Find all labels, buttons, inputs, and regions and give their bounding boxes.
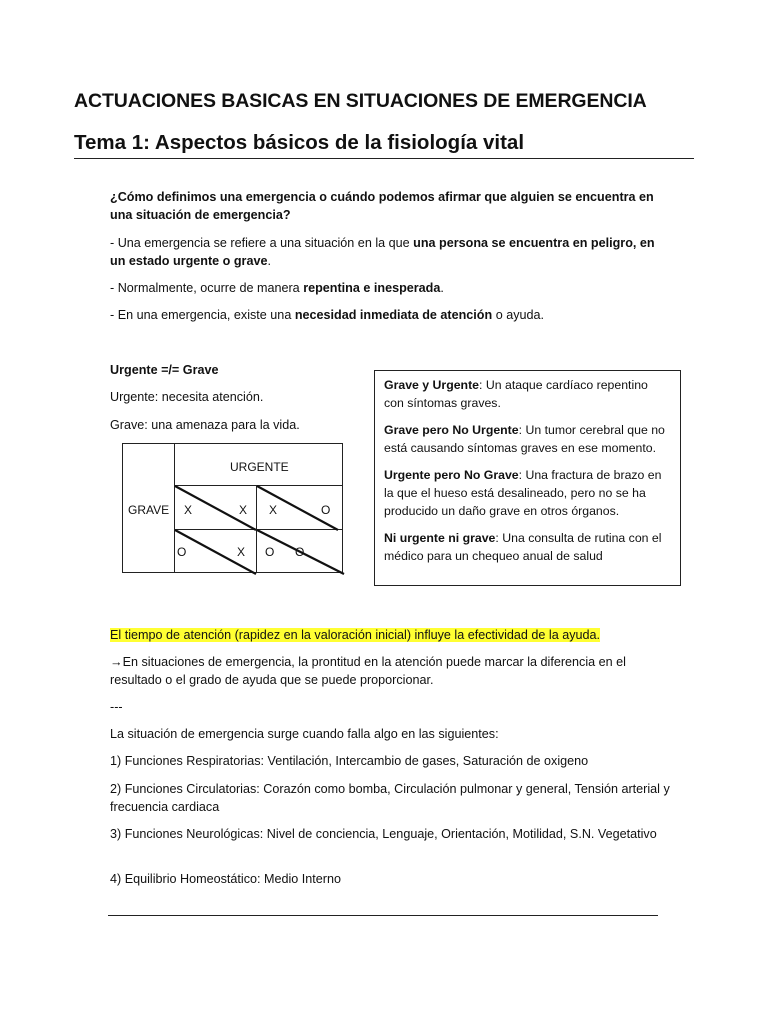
arrow-note: →En situaciones de emergencia, la prontitud en la atención puede marcar la diferencia en el resultado o el grado de ayuda que se puede proporcionar.	[110, 655, 626, 687]
example-item: Urgente pero No Grave: Una fractura de brazo en la que el hueso está desalineado, pero no se ha producido un daño grave en otros órganos.	[384, 468, 662, 518]
matrix-cell: X	[269, 503, 278, 517]
matrix-cell: O	[265, 545, 275, 559]
matrix-cell: X	[237, 545, 246, 559]
highlighted-note: El tiempo de atención (rapidez en la valoración inicial) influye la efectividad de la ayuda.	[110, 628, 601, 642]
matrix-cell: X	[184, 503, 193, 517]
matrix-row-header: GRAVE	[128, 503, 170, 517]
need-paragraph: - En una emergencia, existe una necesidad inmediata de atención o ayuda.	[110, 308, 545, 322]
example-item: Ni urgente ni grave: Una consulta de rutina con el médico para un chequeo anual de salud	[384, 531, 662, 563]
function-item: 3) Funciones Neurológicas: Nivel de conciencia, Lenguaje, Orientación, Motilidad, S.N. Vegetativo	[110, 827, 657, 841]
bottom-divider	[108, 915, 658, 916]
document-title: ACTUACIONES BASICAS EN SITUACIONES DE EMERGENCIA	[74, 90, 647, 112]
separator-dashes: ---	[110, 700, 123, 714]
topic-title: Tema 1: Aspectos básicos de la fisiología vital	[74, 131, 525, 154]
urgency-heading: Urgente =/= Grave	[110, 363, 219, 377]
definition-paragraph: - Una emergencia se refiere a una situación en la que una persona se encuentra en peligro, en un estado urgente o grave.	[110, 236, 655, 268]
matrix-cell: X	[239, 503, 248, 517]
urgente-definition: Urgente: necesita atención.	[110, 390, 264, 404]
urgency-severity-matrix	[122, 443, 344, 573]
matrix-column-header: URGENTE	[230, 460, 289, 474]
function-item: 2) Funciones Circulatorias: Corazón como bomba, Circulación pulmonar y general, Tensión arterial y frecuencia cardiaca	[110, 782, 670, 814]
functions-intro: La situación de emergencia surge cuando falla algo en las siguientes:	[110, 727, 499, 741]
intro-question: ¿Cómo definimos una emergencia o cuándo podemos afirmar que alguien se encuentra en una situación de emergencia?	[110, 190, 654, 222]
grave-definition: Grave: una amenaza para la vida.	[110, 418, 300, 432]
occurrence-paragraph: - Normalmente, ocurre de manera repentina e inesperada.	[110, 281, 444, 295]
function-item: 1) Funciones Respiratorias: Ventilación, Intercambio de gases, Saturación de oxigeno	[110, 754, 589, 768]
matrix-cell: O	[177, 545, 187, 559]
example-item: Grave y Urgente: Un ataque cardíaco repentino con síntomas graves.	[384, 378, 648, 410]
function-item: 4) Equilibrio Homeostático: Medio Interno	[110, 872, 341, 886]
matrix-cell: O	[321, 503, 331, 517]
matrix-cell: O	[295, 545, 305, 559]
title-divider	[74, 158, 694, 159]
examples-box	[374, 370, 681, 586]
example-item: Grave pero No Urgente: Un tumor cerebral que no está causando síntomas graves en ese momento.	[384, 423, 665, 455]
